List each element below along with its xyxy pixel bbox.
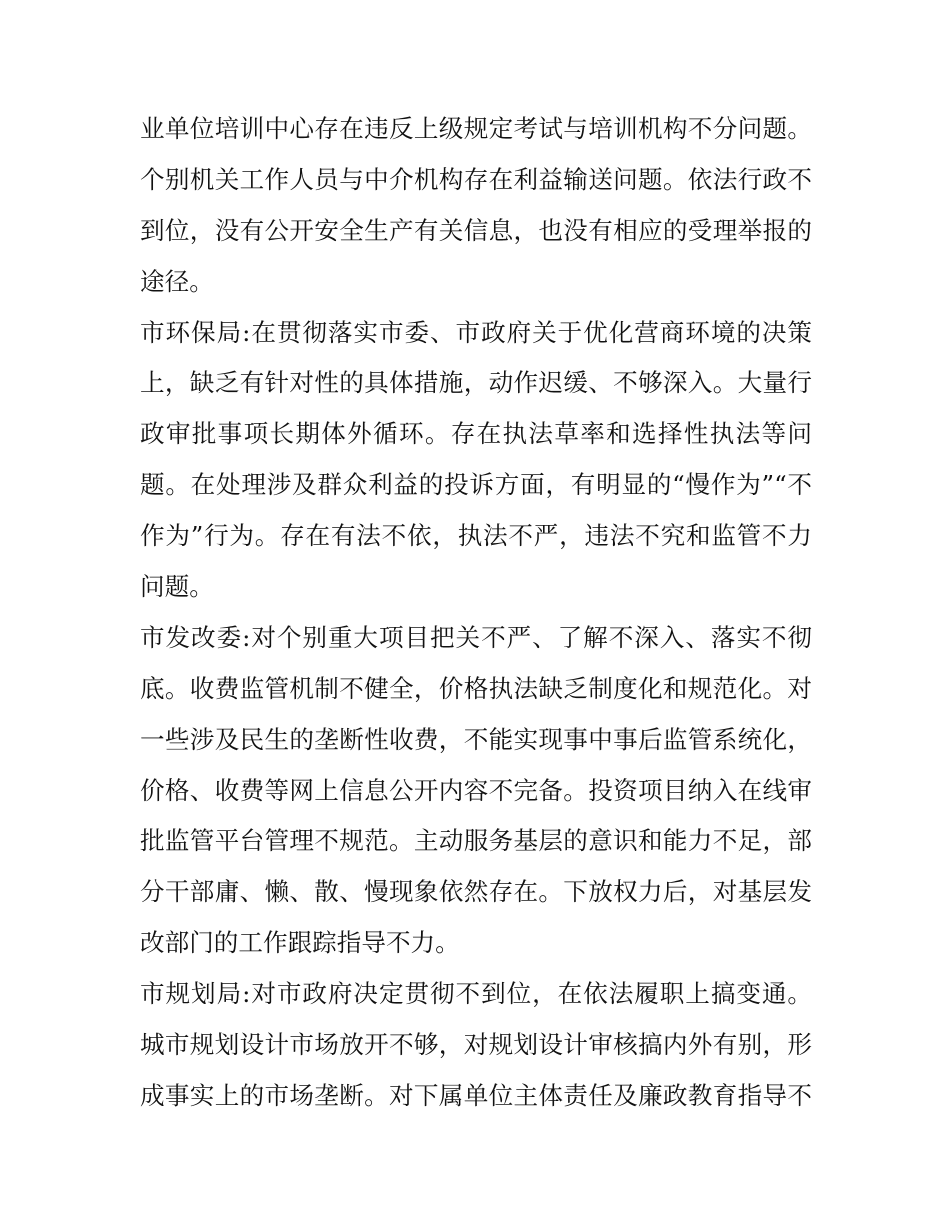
text-line: 价格、收费等网上信息公开内容不完备。投资项目纳入在线审 (140, 775, 812, 805)
text-line: 上，缺乏有针对性的具体措施，动作迟缓、不够深入。大量行 (140, 368, 812, 398)
document-body (140, 104, 812, 1122)
text-line: 政审批事项长期体外循环。存在执法草率和选择性执法等问 (140, 419, 812, 449)
text-line: 市规划局:对市政府决定贯彻不到位，在依法履职上搞变通。 (140, 979, 812, 1009)
text-line: 分干部庸、懒、散、慢现象依然存在。下放权力后，对基层发 (140, 877, 812, 907)
text-line: 途径。 (140, 266, 214, 296)
text-line: 市环保局:在贯彻落实市委、市政府关于优化营商环境的决策 (140, 317, 812, 347)
text-line: 个别机关工作人员与中介机构存在利益输送问题。依法行政不 (140, 164, 812, 194)
text-line: 到位，没有公开安全生产有关信息，也没有相应的受理举报的 (140, 215, 812, 245)
text-line: 改部门的工作跟踪指导不力。 (140, 928, 460, 958)
text-line: 批监管平台管理不规范。主动服务基层的意识和能力不足，部 (140, 826, 812, 856)
text-line: 题。在处理涉及群众利益的投诉方面，有明显的“慢作为”“不 (140, 470, 812, 500)
text-line: 成事实上的市场垄断。对下属单位主体责任及廉政教育指导不 (140, 1080, 812, 1110)
text-line: 业单位培训中心存在违反上级规定考试与培训机构不分问题。 (140, 114, 812, 143)
text-line: 市发改委:对个别重大项目把关不严、了解不深入、落实不彻 (140, 622, 812, 652)
text-line: 问题。 (140, 572, 214, 602)
text-line: 一些涉及民生的垄断性收费，不能实现事中事后监管系统化， (140, 724, 812, 754)
text-line: 作为”行为。存在有法不依，执法不严，违法不究和监管不力 (140, 521, 812, 551)
text-line: 底。收费监管机制不健全，价格执法缺乏制度化和规范化。对 (140, 673, 812, 703)
text-line: 城市规划设计市场放开不够，对规划设计审核搞内外有别，形 (140, 1030, 812, 1060)
